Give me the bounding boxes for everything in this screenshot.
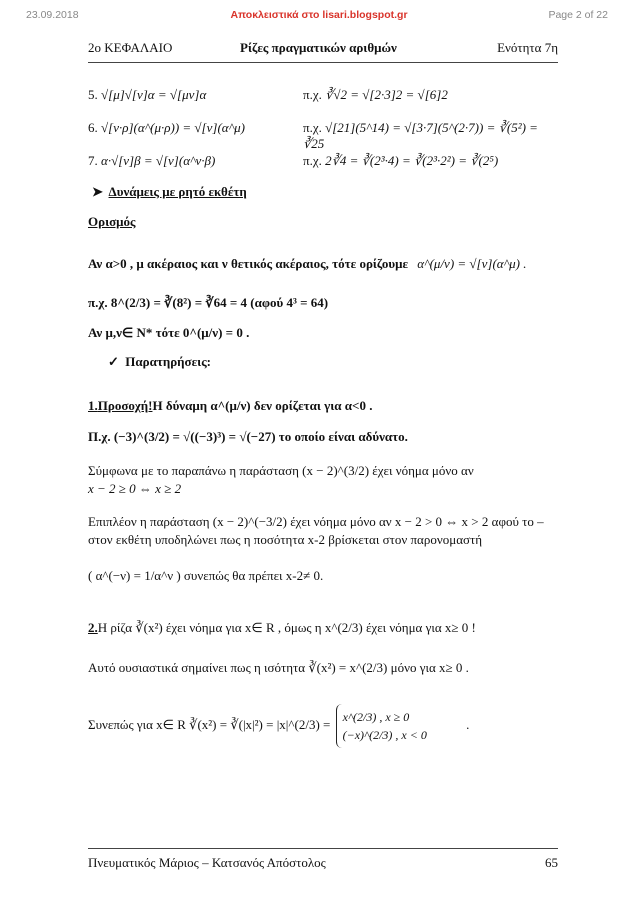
footer-page-number: 65	[545, 855, 558, 870]
example-label: π.χ.	[303, 87, 322, 102]
note2-line	[88, 620, 558, 636]
property-7	[88, 153, 558, 169]
heading-text: Δυνάμεις με ρητό εκθέτη	[108, 184, 247, 199]
example-label: π.χ.	[303, 153, 322, 168]
note1-para1b: x − 2 ≥ 0 ⇔ x ≥ 2	[88, 481, 182, 496]
header-rule	[88, 62, 558, 63]
zero-power-rule: Αν μ,ν∈ N* τότε 0^(μ/ν) = 0 .	[88, 325, 250, 340]
note2-para2	[88, 704, 558, 748]
definition-text: Αν α>0 , μ ακέραιος και ν θετικός ακέραιος, τότε ορίζουμε	[88, 256, 409, 271]
note1-para2b: στον εκθέτη υποδηλώνει πως η ποσότητα x-2 βρίσκεται στον παρονομαστή	[88, 532, 483, 547]
section-label: Ενότητα 7η	[497, 40, 558, 55]
case-nonneg: x^(2/3) , x ≥ 0	[342, 710, 410, 724]
site-link[interactable]: Αποκλειστικά στο lisari.blogspot.gr	[230, 9, 408, 21]
note-title: Προσοχή!	[97, 398, 153, 413]
chapter-label: 2ο ΚΕΦΑΛΑΙΟ	[88, 40, 173, 55]
page-indicator: Page 2 of 22	[548, 9, 608, 21]
page-header	[88, 40, 558, 60]
note-text: Η δύναμη α^(μ/ν) δεν ορίζεται για α<0 .	[152, 398, 373, 413]
prop-number: 7.	[88, 153, 98, 168]
notes-text: Παρατηρήσεις:	[125, 354, 212, 369]
top-bar	[0, 0, 638, 22]
note-number: 1.	[88, 398, 98, 413]
note-number: 2.	[88, 620, 98, 635]
definition-formula: α^(μ/ν) = √[ν](α^μ) .	[417, 256, 527, 271]
footer-authors: Πνευματικός Μάριος – Κατσανός Απόστολος	[88, 855, 326, 870]
prop-rule: √[ν·ρ](α^(μ·ρ)) = √[ν](α^μ)	[101, 120, 245, 135]
note1-para1a: Σύμφωνα με το παραπάνω η παράσταση (x − 2)^(3/2) έχει νόημα μόνο αν	[88, 463, 474, 478]
check-icon: ✓	[108, 354, 119, 369]
footer	[88, 855, 558, 871]
print-date: 23.09.2018	[26, 9, 79, 21]
prop-example: 2∛4 = ∛(2³·4) = ∛(2³·2²) = ∛(2⁵)	[325, 153, 499, 168]
example-label: π.χ.	[303, 120, 322, 135]
prop-number: 6.	[88, 120, 98, 135]
case-neg: (−x)^(2/3) , x < 0	[342, 728, 427, 742]
prop-example: ∛√2 = √[2·3]2 = √[6]2	[325, 87, 448, 102]
topic-label: Ρίζες πραγματικών αριθμών	[240, 40, 397, 55]
definition-title: Ορισμός	[88, 214, 136, 229]
prop-rule: √[μ]√[ν]α = √[μν]α	[101, 87, 207, 102]
rational-heading	[92, 184, 562, 200]
notes-heading	[108, 354, 578, 370]
property-5	[88, 87, 558, 103]
note1-para2a: Επιπλέον η παράσταση (x − 2)^(−3/2) έχει νόημα μόνο αν x − 2 > 0 ⇔ x > 2 αφού το –	[88, 514, 544, 529]
prop-rule: α·√[ν]β = √[ν](α^ν·β)	[101, 153, 216, 168]
property-6	[88, 120, 558, 151]
definition-line	[88, 256, 558, 272]
note1-example: Π.χ. (−3)^(3/2) = √((−3)³) = √(−27) το οποίο είναι αδύνατο.	[88, 429, 408, 444]
prop-example: √[21](5^14) = √[3·7](5^(2·7)) = ∛(5²) = ∛25	[303, 120, 538, 151]
footer-rule	[88, 848, 558, 849]
period: .	[466, 716, 470, 732]
piecewise-cases	[336, 704, 433, 748]
prop-number: 5.	[88, 87, 98, 102]
arrow-bullet-icon: ➤	[92, 184, 103, 199]
note-text: Η ρίζα ∛(x²) έχει νόημα για x∈ R , όμως η x^(2/3) έχει νόημα για x≥ 0 !	[97, 620, 476, 635]
definition-example: π.χ. 8^(2/3) = ∛(8²) = ∛64 = 4 (αφού 4³ = 64)	[88, 295, 329, 310]
note1-line	[88, 398, 558, 414]
note2-formula: Συνεπώς για x∈ R ∛(x²) = ∛(|x|²) = |x|^(2/3) =	[88, 716, 331, 732]
note1-para3: ( α^(−ν) = 1/α^ν ) συνεπώς θα πρέπει x-2≠ 0.	[88, 568, 324, 583]
note2-para1: Αυτό ουσιαστικά σημαίνει πως η ισότητα ∛(x²) = x^(2/3) μόνο για x≥ 0 .	[88, 660, 469, 675]
